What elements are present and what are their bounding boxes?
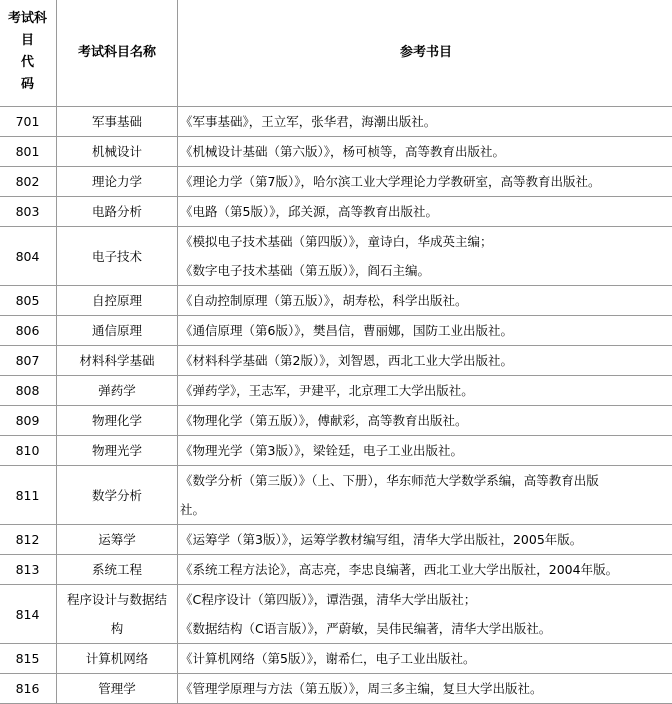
exam-code-cell: 701 [0, 107, 57, 137]
reference-books-cell [178, 525, 672, 555]
exam-code-cell: 811 [0, 466, 57, 525]
reference-book-line: 《系统工程方法论》，高志亮，李忠良编著，西北工业大学出版社，2004年版。 [180, 555, 672, 584]
exam-code-cell: 801 [0, 137, 57, 167]
exam-name-cell [57, 644, 178, 674]
exam-name-cell [57, 585, 178, 644]
reference-books-cell [178, 286, 672, 316]
reference-books-cell [178, 674, 672, 704]
exam-name-cell [57, 525, 178, 555]
header-code-line: 码 [0, 74, 56, 96]
reference-book-line: 《军事基础》，王立军，张华君，海潮出版社。 [180, 107, 672, 136]
exam-name-line: 计算机网络 [57, 644, 177, 673]
exam-name-cell [57, 346, 178, 376]
exam-name-cell [57, 107, 178, 137]
reference-books-cell [178, 555, 672, 585]
reference-books-cell [178, 167, 672, 197]
header-code-line: 目 [0, 30, 56, 52]
exam-name-cell [57, 674, 178, 704]
table-row [0, 466, 672, 525]
reference-book-line: 《自动控制原理（第五版）》，胡寿松，科学出版社。 [180, 286, 672, 315]
exam-name-line: 通信原理 [57, 316, 177, 345]
exam-name-line: 弹药学 [57, 376, 177, 405]
exam-name-cell [57, 376, 178, 406]
reference-book-line: 《数学分析（第三版）》（上、下册），华东师范大学数学系编，高等教育出版 [180, 466, 672, 495]
exam-name-cell [57, 286, 178, 316]
reference-books-cell [178, 644, 672, 674]
exam-name-line: 运筹学 [57, 525, 177, 554]
reference-book-line: 《物理光学（第3版）》，梁铨廷，电子工业出版社。 [180, 436, 672, 465]
exam-code-cell: 815 [0, 644, 57, 674]
exam-name-line: 军事基础 [57, 107, 177, 136]
exam-code-cell: 803 [0, 197, 57, 227]
exam-code-cell: 807 [0, 346, 57, 376]
exam-code-cell: 810 [0, 436, 57, 466]
reference-book-line: 社。 [180, 495, 672, 524]
table-row [0, 406, 672, 436]
exam-name-line: 材料科学基础 [57, 346, 177, 375]
reference-books-cell [178, 227, 672, 286]
exam-name-line: 物理光学 [57, 436, 177, 465]
exam-code-cell: 806 [0, 316, 57, 346]
exam-name-line: 理论力学 [57, 167, 177, 196]
table-row [0, 585, 672, 644]
exam-name-cell [57, 316, 178, 346]
header-exam-code [0, 0, 57, 107]
reference-book-line: 《弹药学》，王志军，尹建平，北京理工大学出版社。 [180, 376, 672, 405]
header-reference-books: 参考书目 [178, 0, 672, 107]
reference-books-cell [178, 436, 672, 466]
table-row [0, 346, 672, 376]
reference-book-line: 《数据结构（C语言版）》，严蔚敏，吴伟民编著，清华大学出版社。 [180, 614, 672, 643]
exam-name-cell [57, 167, 178, 197]
reference-book-line: 《模拟电子技术基础（第四版）》，童诗白，华成英主编； [180, 227, 672, 256]
exam-name-line: 构 [57, 614, 177, 643]
exam-name-line: 系统工程 [57, 555, 177, 584]
table-row [0, 376, 672, 406]
exam-name-cell [57, 227, 178, 286]
reference-book-line: 《物理化学（第五版）》，傅献彩，高等教育出版社。 [180, 406, 672, 435]
exam-name-line: 数学分析 [57, 481, 177, 510]
reference-books-cell [178, 376, 672, 406]
exam-code-cell: 809 [0, 406, 57, 436]
reference-book-line: 《材料科学基础（第2版）》，刘智恩，西北工业大学出版社。 [180, 346, 672, 375]
reference-books-cell [178, 107, 672, 137]
reference-book-line: 《数字电子技术基础（第五版）》，阎石主编。 [180, 256, 672, 285]
table-row [0, 674, 672, 704]
reference-books-cell [178, 346, 672, 376]
exam-name-cell [57, 197, 178, 227]
table-row [0, 167, 672, 197]
reference-book-line: 《计算机网络（第5版）》，谢希仁，电子工业出版社。 [180, 644, 672, 673]
reference-books-cell [178, 197, 672, 227]
exam-code-cell: 812 [0, 525, 57, 555]
table-body [0, 107, 672, 704]
exam-name-line: 机械设计 [57, 137, 177, 166]
exam-code-cell: 804 [0, 227, 57, 286]
exam-name-cell [57, 555, 178, 585]
exam-code-cell: 805 [0, 286, 57, 316]
table-header-row [0, 0, 672, 107]
exam-name-line: 管理学 [57, 674, 177, 703]
reference-books-cell [178, 585, 672, 644]
exam-name-line: 电子技术 [57, 242, 177, 271]
reference-book-line: 《机械设计基础（第六版）》，杨可桢等，高等教育出版社。 [180, 137, 672, 166]
table-row [0, 227, 672, 286]
exam-name-line: 自控原理 [57, 286, 177, 315]
header-exam-name: 考试科目名称 [57, 0, 178, 107]
reference-books-cell [178, 466, 672, 525]
exam-name-cell [57, 466, 178, 525]
table-row [0, 316, 672, 346]
exam-name-line: 物理化学 [57, 406, 177, 435]
header-code-line: 考试科 [0, 8, 56, 30]
table-row [0, 107, 672, 137]
reference-book-line: 《通信原理（第6版）》，樊昌信，曹丽娜，国防工业出版社。 [180, 316, 672, 345]
reference-book-line: 《理论力学（第7版）》，哈尔滨工业大学理论力学教研室，高等教育出版社。 [180, 167, 672, 196]
exam-name-cell [57, 137, 178, 167]
table-row [0, 197, 672, 227]
table-row [0, 137, 672, 167]
reference-book-line: 《电路（第5版）》，邱关源，高等教育出版社。 [180, 197, 672, 226]
table-row [0, 436, 672, 466]
exam-code-cell: 813 [0, 555, 57, 585]
table-row [0, 525, 672, 555]
exam-name-cell [57, 436, 178, 466]
exam-name-line: 程序设计与数据结 [57, 585, 177, 614]
table-row [0, 644, 672, 674]
header-code-line: 代 [0, 52, 56, 74]
reference-books-cell [178, 406, 672, 436]
reference-books-cell [178, 137, 672, 167]
reference-book-line: 《运筹学（第3版）》，运筹学教材编写组，清华大学出版社，2005年版。 [180, 525, 672, 554]
exam-code-cell: 808 [0, 376, 57, 406]
table-row [0, 286, 672, 316]
exam-code-cell: 802 [0, 167, 57, 197]
exam-code-cell: 816 [0, 674, 57, 704]
reference-book-line: 《C程序设计（第四版）》，谭浩强，清华大学出版社； [180, 585, 672, 614]
table-row [0, 555, 672, 585]
exam-name-cell [57, 406, 178, 436]
reference-books-cell [178, 316, 672, 346]
reference-book-line: 《管理学原理与方法（第五版）》，周三多主编，复旦大学出版社。 [180, 674, 672, 703]
exam-code-cell: 814 [0, 585, 57, 644]
exam-name-line: 电路分析 [57, 197, 177, 226]
